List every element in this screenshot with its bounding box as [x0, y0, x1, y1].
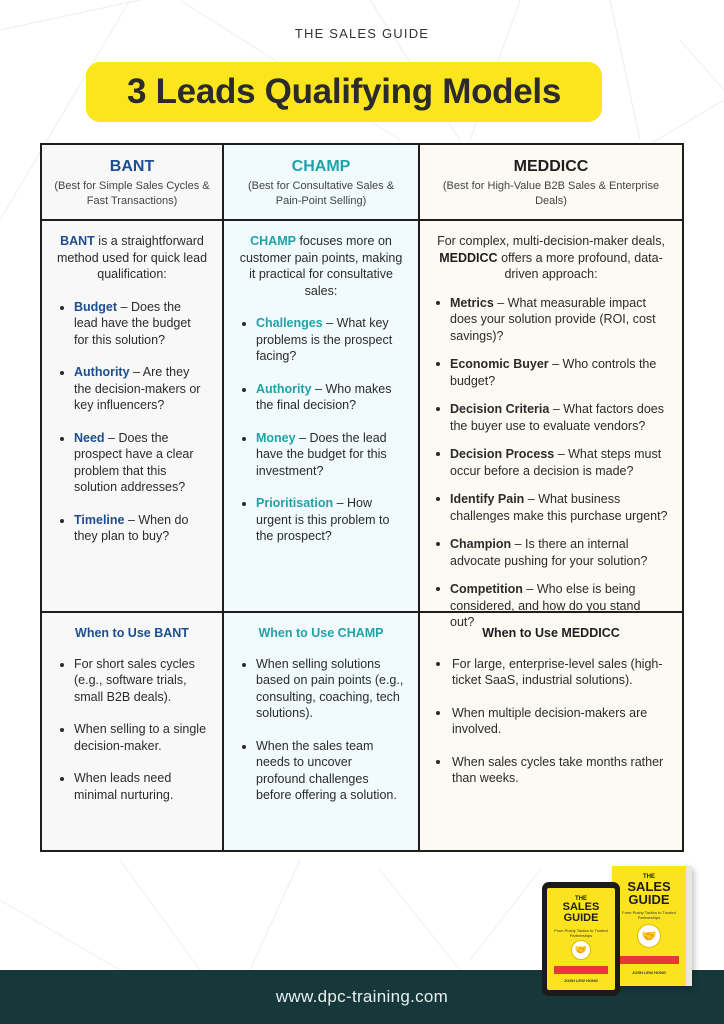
meddicc-intro-term: MEDDICC [439, 250, 498, 265]
list-item [434, 446, 668, 479]
champ-intro-text: focuses more on customer pain points, making it practical for consultative sales: [239, 234, 403, 298]
list-item [434, 295, 668, 345]
criteria-text: – Is there an internal advocate pushing for your solution? [450, 537, 648, 568]
title-highlight [86, 62, 602, 122]
bant-intro-term: BANT [60, 234, 95, 248]
website-link[interactable]: www.dpc-training.com [275, 987, 449, 1006]
list-item: When sales cycles take months rather than weeks. [434, 754, 668, 787]
criteria-text: – When do they plan to buy? [74, 512, 189, 543]
champ-header [224, 145, 420, 221]
tablet-ebook-image [542, 882, 620, 996]
cover-title-main: SALES GUIDE [562, 901, 600, 924]
list-item [434, 491, 668, 524]
criteria-text: – What key problems is the prospect facing? [256, 316, 393, 363]
list-item [434, 581, 668, 631]
list-item [56, 430, 208, 496]
bant-subtitle: (Best for Simple Sales Cycles & Fast Transactions) [54, 179, 210, 207]
meddicc-description [420, 221, 682, 629]
list-item: For short sales cycles (e.g., software trials, small B2B deals). [56, 656, 208, 706]
list-item [434, 356, 668, 389]
criteria-term: Timeline [74, 512, 125, 527]
champ-criteria-list [238, 315, 404, 545]
paperback-book-image [612, 866, 692, 986]
meddicc-when-list [434, 656, 668, 787]
meddicc-intro [434, 233, 668, 283]
bant-when-to-use [42, 613, 224, 850]
list-item [238, 495, 404, 545]
series-kicker: THE SALES GUIDE [294, 26, 430, 41]
meddicc-intro-text: offers a more profound, data-driven approach: [497, 250, 663, 281]
handshake-icon: 🤝 [637, 924, 661, 948]
champ-title: CHAMP [291, 158, 351, 175]
criteria-term: Identify Pain [450, 492, 525, 506]
champ-when-list [238, 656, 404, 804]
criteria-text: – Does the lead have the budget for this solution? [74, 299, 191, 347]
bant-description [42, 221, 224, 613]
champ-when-title: When to Use CHAMP [258, 626, 384, 640]
list-item [238, 430, 404, 480]
list-item: When selling to a single decision-maker. [56, 721, 208, 754]
cover-tagline: From Pushy Tactics to Trusted Partnerships [622, 910, 676, 920]
criteria-term: Decision Process [450, 447, 555, 461]
book-mockup [540, 862, 720, 1002]
list-item [238, 315, 404, 365]
criteria-term: Budget [74, 299, 118, 314]
criteria-text: – How urgent is this problem to the prospect? [256, 496, 390, 543]
champ-intro [238, 233, 404, 299]
champ-description [224, 221, 420, 613]
criteria-term: Need [74, 430, 105, 445]
criteria-term: Champion [450, 537, 512, 551]
meddicc-when-title: When to Use MEDDICC [482, 626, 620, 640]
criteria-term: Authority [256, 381, 312, 396]
criteria-text: – Who makes the final decision? [256, 381, 392, 412]
list-item [56, 512, 208, 545]
list-item: When multiple decision-makers are involved. [434, 705, 668, 738]
list-item: When leads need minimal nurturing. [56, 770, 208, 803]
meddicc-intro-pre: For complex, multi-decision-maker deals, [437, 234, 665, 248]
criteria-text: – Are they the decision-makers or key influencers? [74, 365, 201, 412]
list-item: When selling solutions based on pain points (e.g., consulting, coaching, tech solutions). [238, 656, 404, 722]
cover-author: JOSH LEW HONG [563, 978, 598, 983]
handshake-icon: 🤝 [571, 940, 591, 960]
champ-intro-term: CHAMP [250, 234, 296, 248]
page-title: 3 Leads Qualifying Models [127, 72, 561, 111]
comparison-table [40, 143, 684, 852]
criteria-term: Economic Buyer [450, 357, 549, 371]
criteria-term: Metrics [450, 295, 494, 310]
bant-intro [56, 233, 208, 283]
cover-title-main: SALES GUIDE [627, 879, 671, 907]
criteria-term: Challenges [256, 316, 323, 330]
bant-when-list [56, 656, 208, 804]
criteria-text: – Does the lead have the budget for this investment? [256, 430, 387, 478]
criteria-text: – Does the prospect have a clear problem that this solution addresses? [74, 430, 194, 494]
criteria-text: – What measurable impact does your solution provide (ROI, cost savings)? [450, 295, 656, 343]
bant-intro-text: is a straightforward method used for quick lead qualification: [56, 234, 208, 281]
criteria-text: – What factors does the buyer use to evaluate vendors? [450, 402, 664, 433]
list-item [238, 381, 404, 414]
bant-when-title: When to Use BANT [75, 626, 189, 640]
champ-when-to-use [224, 613, 420, 850]
criteria-term: Authority [74, 365, 130, 379]
meddicc-title: MEDDICC [513, 158, 589, 175]
list-item [56, 364, 208, 414]
list-item: For large, enterprise-level sales (high-ticket SaaS, industrial solutions). [434, 656, 668, 689]
cover-red-band [554, 966, 608, 974]
criteria-text: – What steps must occur before a decision is made? [450, 447, 662, 478]
bant-title: BANT [109, 158, 155, 175]
meddicc-subtitle: (Best for High-Value B2B Sales & Enterprise Deals) [442, 179, 660, 207]
cover-title-the: THE [575, 896, 587, 902]
cover-red-band [619, 956, 678, 964]
champ-subtitle: (Best for Consultative Sales & Pain-Point Selling) [247, 179, 395, 207]
criteria-text: – What business challenges make this purchase urgent? [450, 492, 668, 523]
list-item [56, 299, 208, 349]
cover-tagline: From Pushy Tactics to Trusted Partnerships [554, 928, 608, 938]
criteria-text: – Who controls the budget? [450, 357, 657, 388]
meddicc-header [420, 145, 682, 221]
meddicc-criteria-list [434, 295, 668, 631]
cover-author: JOSH LEW HONG [631, 970, 666, 975]
criteria-term: Prioritisation [256, 496, 334, 510]
bant-criteria-list [56, 299, 208, 545]
list-item [434, 536, 668, 569]
criteria-term: Decision Criteria [450, 402, 550, 416]
criteria-term: Competition [450, 582, 523, 596]
criteria-term: Money [256, 430, 296, 445]
meddicc-when-to-use [420, 613, 682, 850]
list-item: When the sales team needs to uncover profound challenges before offering a solution. [238, 738, 404, 804]
cover-title-the: THE [643, 874, 655, 880]
bant-header [42, 145, 224, 221]
criteria-text: – Who else is being considered, and how do you stand out? [450, 582, 641, 629]
list-item [434, 401, 668, 434]
